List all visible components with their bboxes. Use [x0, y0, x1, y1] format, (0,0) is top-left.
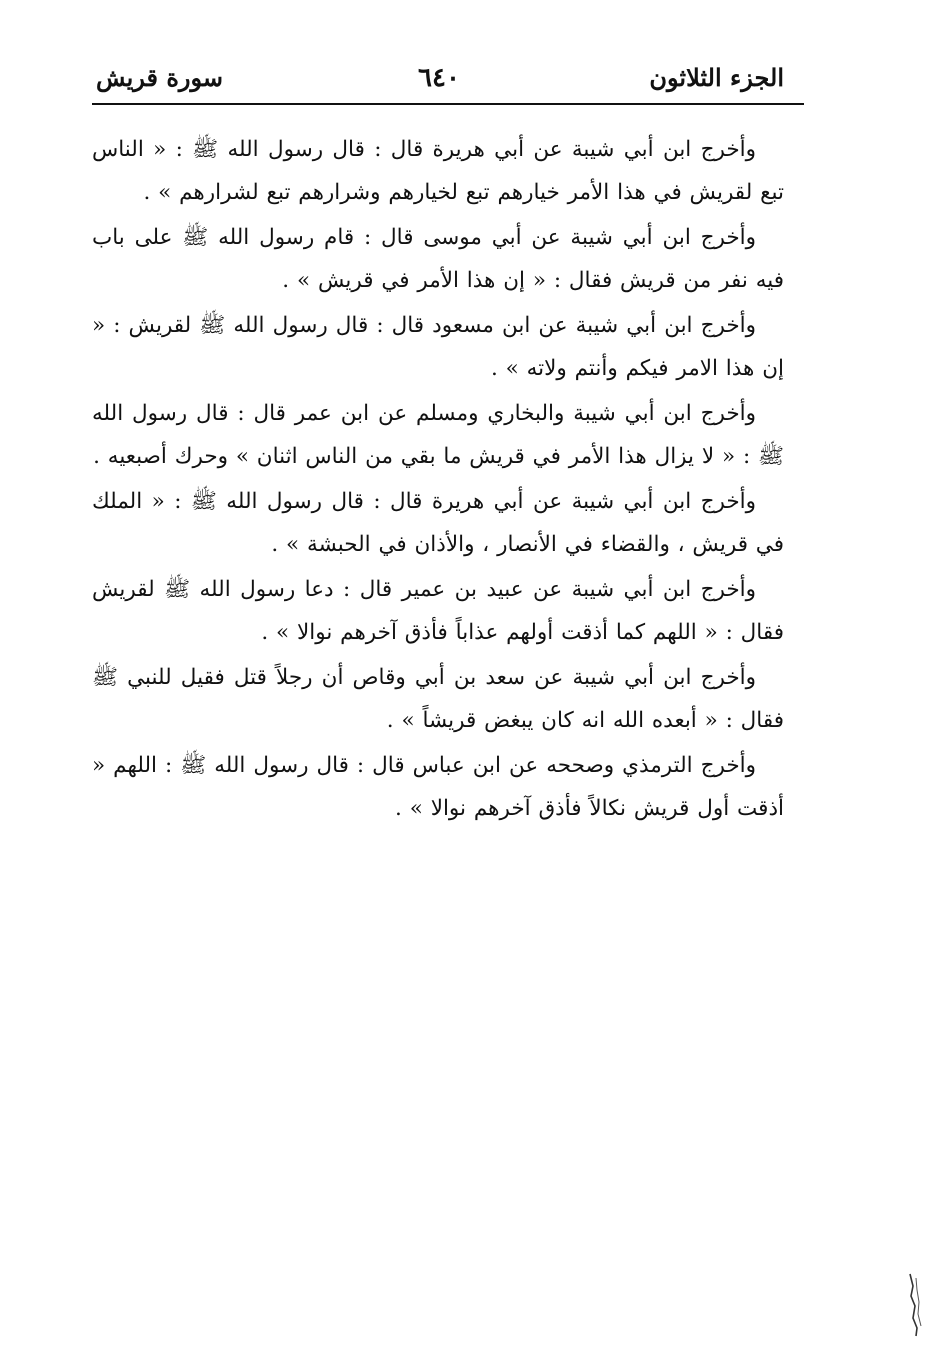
paragraph: وأخرج ابن أبي شيبة عن أبي هريرة قال : قال رسول الله ﷺ : « الملك في قريش ، والقضاء في الأنصار ، والأذان في الحبشة » . [92, 489, 784, 557]
paragraph: وأخرج ابن أبي شيبة عن عبيد بن عمير قال : دعا رسول الله ﷺ لقريش فقال : « اللهم كما أذقت أولهم عذاباً فأذق آخرهم نوالا » . [92, 577, 784, 645]
page-header [92, 58, 786, 104]
header-divider [92, 103, 804, 105]
paragraph: وأخرج ابن أبي شيبة عن ابن مسعود قال : قال رسول الله ﷺ لقريش : « إن هذا الامر فيكم وأنتم ولاته » . [92, 313, 784, 381]
page-number: ٦٤٠ [418, 63, 460, 93]
part-title: الجزء الثلاثون [649, 63, 784, 92]
paragraph: وأخرج ابن أبي شيبة والبخاري ومسلم عن ابن عمر قال : قال رسول الله ﷺ : « لا يزال هذا الأمر في قريش ما بقي من الناس اثنان » وحرك أصبعيه . [92, 401, 784, 469]
page-body [92, 128, 784, 832]
paragraph: وأخرج الترمذي وصححه عن ابن عباس قال : قال رسول الله ﷺ : اللهم « أذقت أول قريش نكالاً فأذق آخرهم نوالا » . [92, 753, 784, 821]
surah-title: سورة قريش [96, 63, 224, 92]
paragraph: وأخرج ابن أبي شيبة عن سعد بن أبي وقاص أن رجلاً قتل فقيل للنبي ﷺ فقال : « أبعده الله انه كان يبغض قريشاً » . [92, 665, 784, 733]
scan-edge-mark [904, 1272, 924, 1338]
paragraph: وأخرج ابن أبي شيبة عن أبي هريرة قال : قال رسول الله ﷺ : « الناس تبع لقريش في هذا الأمر خيارهم تبع لخيارهم وشرارهم تبع لشرارهم » . [92, 137, 784, 205]
paragraph: وأخرج ابن أبي شيبة عن أبي موسى قال : قام رسول الله ﷺ على باب فيه نفر من قريش فقال : « إن هذا الأمر في قريش » . [92, 225, 784, 293]
